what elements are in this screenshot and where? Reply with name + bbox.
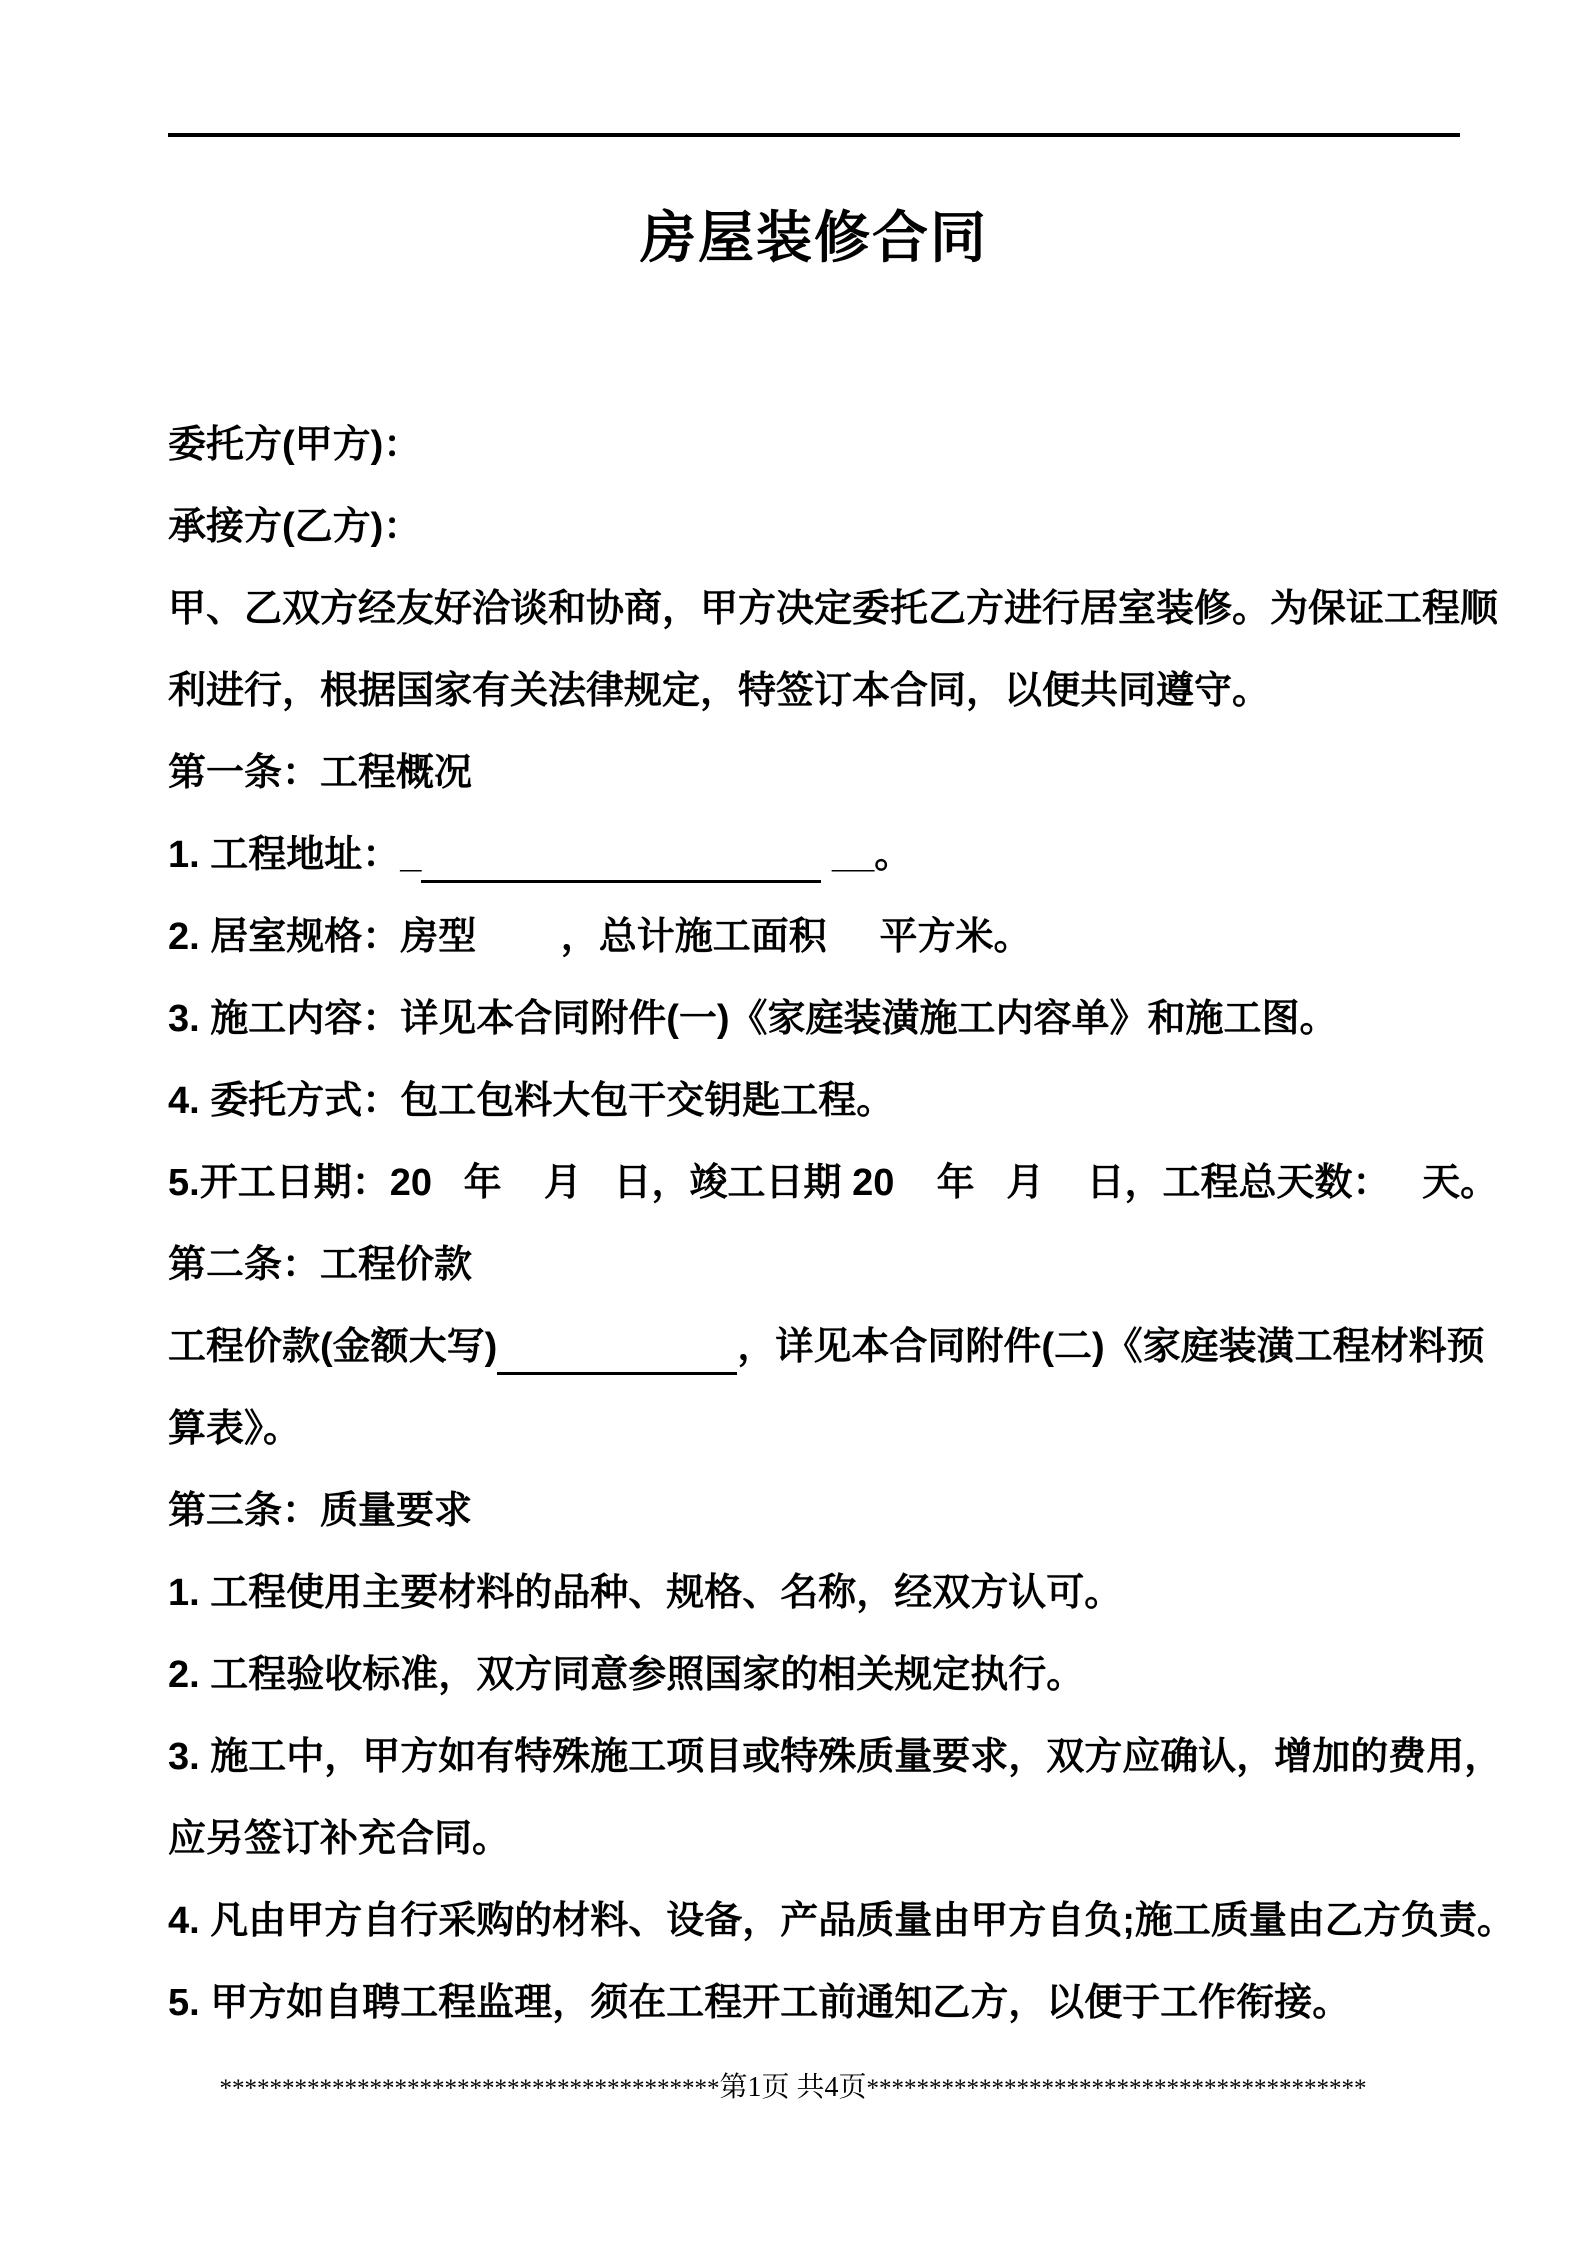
price-prefix: 工程价款(金额大写) <box>168 1326 498 1368</box>
document-body <box>168 404 1515 2044</box>
price-blank-underline <box>497 1372 737 1375</box>
article1-item1-prefix: 1. 工程地址：_ <box>168 834 422 876</box>
intro-line-1: 甲、乙双方经友好洽谈和协商，甲方决定委托乙方进行居室装修。为保证工程顺 <box>168 588 1499 630</box>
article1-heading: 第一条：工程概况 <box>168 752 473 794</box>
article1-item1-suffix: __。 <box>821 834 913 876</box>
intro-line-2: 利进行，根据国家有关法律规定，特签订本合同，以便共同遵守。 <box>168 670 1271 712</box>
article3-heading: 第三条：质量要求 <box>168 1490 473 1532</box>
article3-item3: 3. 施工中，甲方如有特殊施工项目或特殊质量要求，双方应确认，增加的费用， <box>168 1736 1503 1778</box>
footer-stars-left: **************************************** <box>219 2075 720 2102</box>
article1-item4: 4. 委托方式：包工包料大包干交钥匙工程。 <box>168 1080 895 1122</box>
party-b-line: 承接方(乙方)： <box>168 506 422 548</box>
page-title: 房屋装修合同 <box>640 206 988 269</box>
price-suffix: ，详见本合同附件(二)《家庭装潢工程材料预 <box>737 1326 1485 1368</box>
article2-price-continuation: 算表》。 <box>168 1408 302 1450</box>
article2-heading: 第二条：工程价款 <box>168 1244 473 1286</box>
footer-page-number: 第1页 共4页 <box>719 2072 867 2103</box>
article3-item3-continuation: 应另签订补充合同。 <box>168 1818 511 1860</box>
article3-item2: 2. 工程验收标准，双方同意参照国家的相关规定执行。 <box>168 1654 1085 1696</box>
article1-item3: 3. 施工内容：详见本合同附件(一)《家庭装潢施工内容单》和施工图。 <box>168 998 1338 1040</box>
party-a-line: 委托方(甲方)： <box>168 424 422 466</box>
article2-price-line <box>168 1306 1485 1388</box>
article1-item1 <box>168 814 1460 896</box>
address-blank-underline <box>421 880 821 883</box>
footer-stars-right: **************************************** <box>866 2075 1367 2102</box>
article1-item2: 2. 居室规格：房型 ，总计施工面积 平方米。 <box>168 916 1032 958</box>
article3-item5: 5. 甲方如自聘工程监理，须在工程开工前通知乙方，以便于工作衔接。 <box>168 1982 1351 2024</box>
article1-item5: 5.开工日期：20 年 月 日，竣工日期 20 年 月 日，工程总天数： 天。 <box>168 1162 1499 1204</box>
page-footer <box>0 2072 1586 2105</box>
article3-item1: 1. 工程使用主要材料的品种、规格、名称，经双方认可。 <box>168 1572 1123 1614</box>
article3-item4: 4. 凡由甲方自行采购的材料、设备，产品质量由甲方自负;施工质量由乙方负责。 <box>168 1900 1515 1942</box>
header-rule <box>168 133 1460 137</box>
